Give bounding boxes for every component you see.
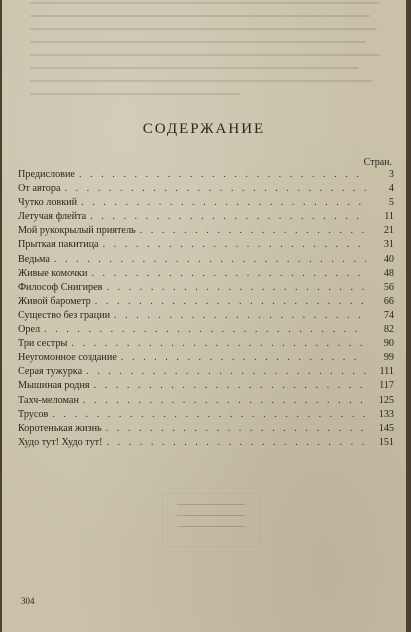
toc-entry-title: Орел: [18, 324, 41, 336]
toc-entry-title: От автора: [18, 183, 61, 195]
dot-leader: [81, 197, 366, 208]
toc-entry-page: 90: [383, 338, 394, 350]
toc-entry-page: 21: [383, 225, 394, 237]
page-title: СОДЕРЖАНИЕ: [142, 121, 266, 137]
dot-leader: [106, 282, 366, 293]
toc-entry: [18, 211, 394, 225]
toc-entry: [18, 296, 394, 310]
table-of-contents: [18, 169, 394, 451]
library-stamp: [162, 493, 260, 547]
toc-entry: [18, 225, 394, 239]
dot-leader: [140, 225, 366, 236]
toc-entry-page: 145: [378, 422, 394, 434]
toc-entry-page: 5: [388, 197, 394, 209]
page-number: 304: [21, 596, 35, 606]
dot-leader: [90, 211, 366, 222]
toc-entry-page: 31: [383, 239, 394, 251]
dot-leader: [86, 366, 366, 377]
toc-entry: [18, 352, 394, 366]
toc-entry-title: Предисловие: [18, 169, 75, 180]
toc-entry-page: 151: [378, 436, 394, 448]
toc-entry: [18, 366, 394, 380]
toc-entry: [18, 169, 394, 183]
book-page: [2, 0, 406, 632]
toc-entry-page: 99: [383, 352, 394, 364]
toc-entry-page: 3: [388, 169, 394, 180]
bleed-through-text: [30, 2, 380, 120]
toc-entry-title: Мышиная родня: [18, 380, 90, 392]
toc-entry-page: 4: [388, 183, 394, 195]
toc-entry-page: 117: [379, 380, 394, 392]
dot-leader: [106, 423, 366, 434]
toc-entry: [18, 183, 394, 197]
page-column-header: Стран.: [363, 157, 392, 168]
toc-entry-page: 133: [378, 408, 394, 420]
toc-entry: [18, 380, 394, 394]
toc-entry-page: 48: [383, 267, 394, 279]
toc-entry: [18, 437, 394, 451]
toc-entry-title: Летучая флейта: [18, 211, 87, 223]
dot-leader: [121, 352, 366, 363]
toc-entry-page: 111: [379, 366, 394, 378]
dot-leader: [95, 296, 366, 307]
toc-entry-title: Неугомонное создание: [18, 352, 117, 364]
toc-entry: [18, 254, 394, 268]
dot-leader: [54, 254, 366, 265]
toc-entry-page: 82: [383, 324, 394, 336]
toc-entry-title: Ведьма: [18, 253, 50, 265]
toc-entry-title: Тахч-меломан: [18, 394, 79, 406]
toc-entry-title: Трусов: [18, 408, 49, 420]
toc-entry: [18, 268, 394, 282]
toc-entry-title: Чутко ловкий: [18, 197, 78, 209]
dot-leader: [107, 437, 366, 448]
toc-entry-title: Существо без грации: [18, 309, 111, 321]
dot-leader: [103, 239, 366, 250]
dot-leader: [79, 169, 366, 180]
toc-entry: [18, 310, 394, 324]
dot-leader: [83, 395, 366, 406]
dot-leader: [114, 310, 366, 321]
toc-entry-title: Философ Снигирев: [18, 281, 103, 293]
toc-entry-page: 56: [383, 281, 394, 293]
toc-entry-page: 74: [383, 309, 394, 321]
toc-entry: [18, 423, 394, 437]
toc-entry-page: 11: [384, 211, 394, 223]
toc-entry-title: Коротенькая жизнь: [18, 422, 102, 434]
dot-leader: [52, 409, 366, 420]
dot-leader: [64, 183, 366, 194]
toc-entry: [18, 197, 394, 211]
toc-entry-title: Серая тужурка: [18, 366, 83, 378]
toc-entry-page: 125: [378, 394, 394, 406]
toc-entry: [18, 239, 394, 253]
toc-entry-page: 66: [383, 295, 394, 307]
dot-leader: [91, 268, 366, 279]
toc-entry: [18, 395, 394, 409]
toc-entry: [18, 409, 394, 423]
toc-entry-title: Прыткая пакитица: [18, 239, 99, 251]
dot-leader: [71, 338, 366, 349]
toc-entry-title: Мой рукокрылый приятель: [18, 225, 136, 237]
toc-entry: [18, 338, 394, 352]
dot-leader: [94, 380, 366, 391]
toc-entry-title: Худо тут! Худо тут!: [18, 436, 103, 448]
dot-leader: [44, 324, 366, 335]
toc-entry: [18, 324, 394, 338]
toc-entry-title: Три сестры: [18, 338, 68, 350]
toc-entry-title: Живые комочки: [18, 267, 88, 279]
toc-entry-page: 40: [383, 253, 394, 265]
toc-entry-title: Живой барометр: [18, 295, 91, 307]
toc-entry: [18, 282, 394, 296]
